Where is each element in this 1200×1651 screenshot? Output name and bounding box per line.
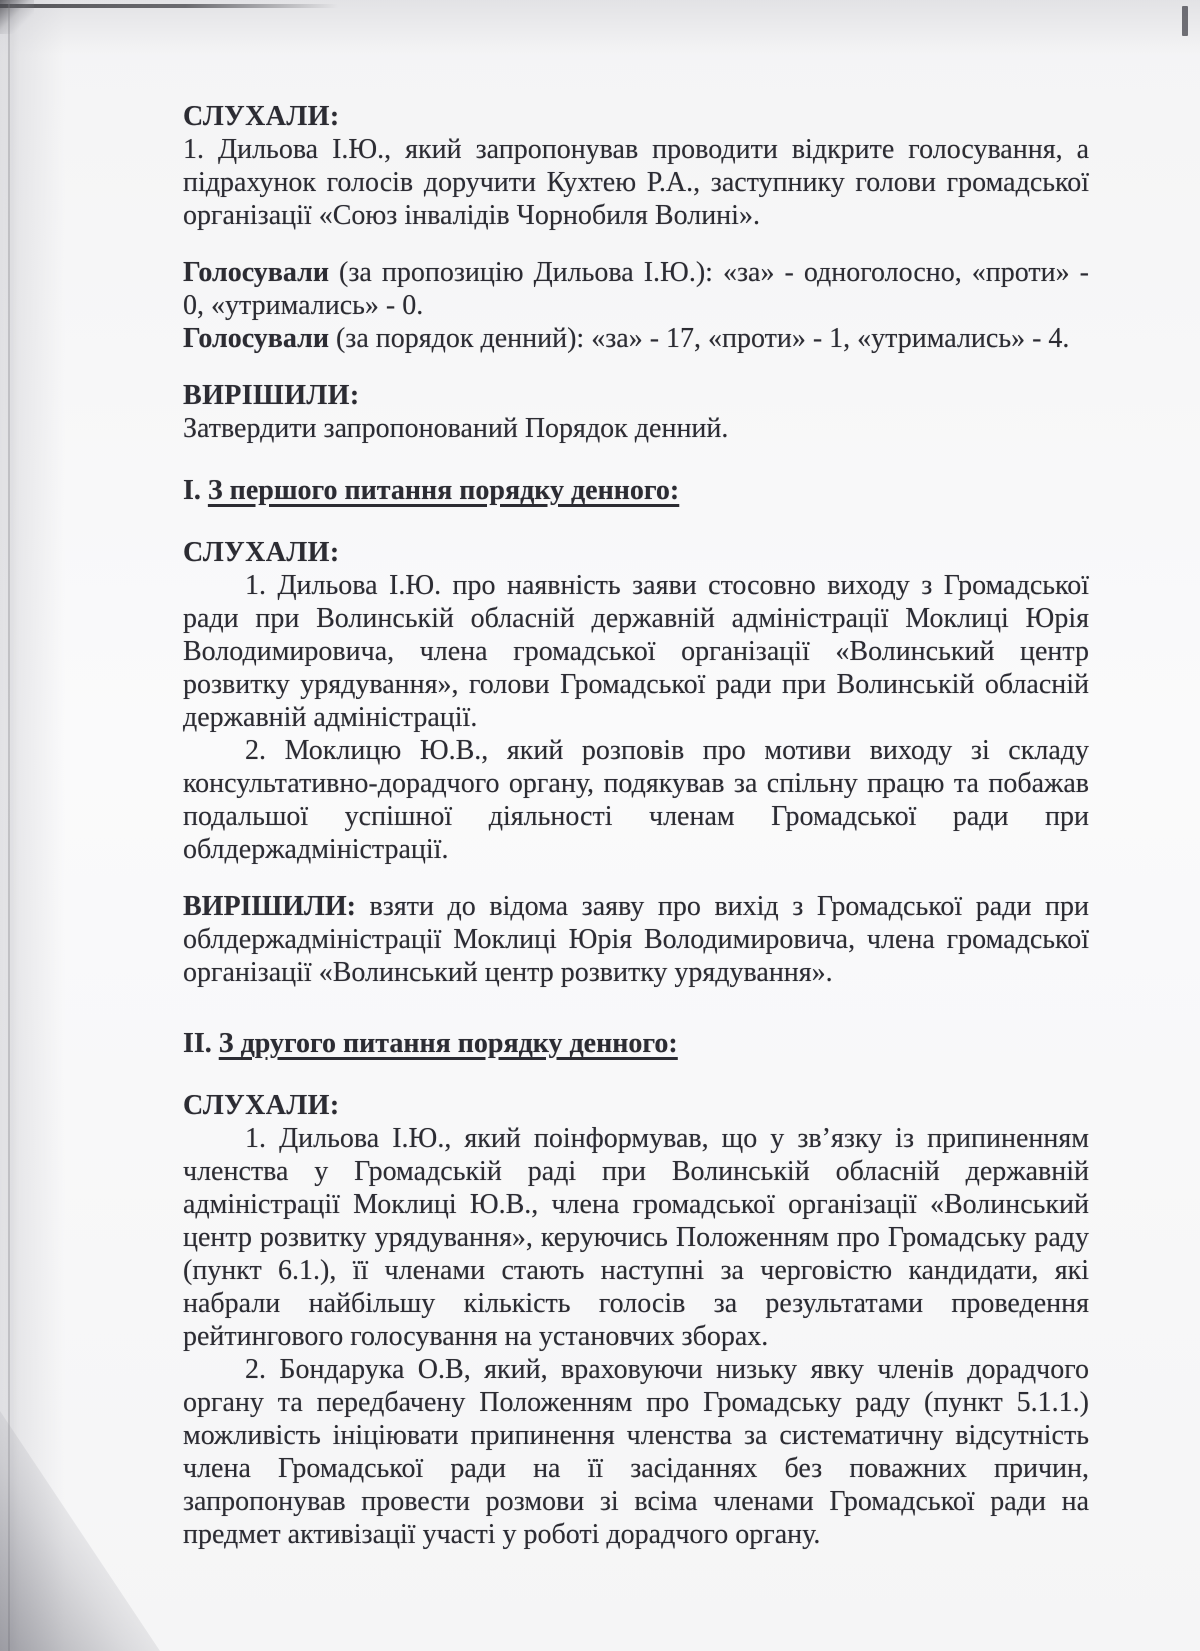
scan-edge-top-line bbox=[0, 4, 338, 8]
section-title: З другого питання порядку денного: bbox=[218, 1028, 678, 1059]
scan-edge-left-line bbox=[8, 0, 10, 1651]
paragraph-proposal: 1. Дильова І.Ю., який запропонував проводити відкрите голосування, а підрахунок голосів доручити Кухтею Р.А., заступнику голови громадської організації «Союз інвалідів Чорнобиля Волині». bbox=[183, 134, 1089, 231]
section-number: ІІ. bbox=[183, 1028, 212, 1059]
vote-label: Голосували bbox=[183, 257, 329, 288]
resolved-label: ВИРІШИЛИ: bbox=[183, 891, 356, 922]
vote-text: (за порядок денний): «за» - 17, «проти» - 1, «утримались» - 4. bbox=[328, 323, 1070, 354]
resolution-text: взяти до відома заяву про вихід з Громадської ради при облдержадміністрації Моклиці Юрія Володимировича, члена громадської організації «Волинський центр розвитку урядування». bbox=[183, 891, 1089, 988]
resolved-heading: ВИРІШИЛИ: bbox=[183, 380, 360, 411]
heard-heading: СЛУХАЛИ: bbox=[183, 1090, 340, 1121]
vote-text: (за пропозицію Дильова І.Ю.): «за» - одноголосно, «проти» - 0, «утримались» - 0. bbox=[183, 257, 1089, 321]
paragraph-speaker-1: 1. Дильова І.Ю., який поінформував, що у зв’язку із припиненням членства у Громадській раді при Волинській обласній державній адміністрації Моклиці Ю.В., члена громадської організації «Волинський центр розвитку урядування», керуючись Положенням про Громадську раду (пункт 6.1.), її членами стають наступні за черговістю кандидати, які набрали найбільшу кількість голосів за результатами проведення рейтингового голосування на установчих зборах. bbox=[183, 1123, 1089, 1352]
vote-result-line-2 bbox=[183, 322, 1089, 355]
paragraph-speaker-2: 2. Моклицю Ю.В., який розповів про мотиви виходу зі складу консультативно-дорадчого органу, подякував за спільну працю та побажав подальшої успішної діяльності членам Громадської ради при облдержадміністрації. bbox=[183, 735, 1089, 865]
vote-result-line-1 bbox=[183, 256, 1089, 322]
paragraph-resolution bbox=[183, 890, 1089, 989]
heard-heading: СЛУХАЛИ: bbox=[183, 101, 340, 132]
scan-corner-top-left bbox=[0, 0, 34, 34]
document-body bbox=[183, 100, 1089, 1551]
scan-corner-shadow-bottom-left bbox=[0, 1411, 160, 1651]
section-title: З першого питання порядку денного: bbox=[207, 475, 680, 506]
paragraph-speaker-1: 1. Дильова І.Ю. про наявність заяви стосовно виходу з Громадської ради при Волинській обласній державній адміністрації Моклиці Юрія Володимировича, члена громадської організації «Волинський центр розвитку урядування», голови Громадської ради при Волинській обласній державній адміністрації. bbox=[183, 570, 1089, 733]
section-number: І. bbox=[183, 475, 201, 506]
scan-mark-top-right bbox=[1182, 6, 1188, 36]
section-heading-2 bbox=[183, 1027, 1089, 1060]
paragraph-resolution: Затвердити запропонований Порядок денний. bbox=[183, 413, 729, 444]
paragraph-speaker-2: 2. Бондарука О.В, який, враховуючи низьку явку членів дорадчого органу та передбачену Положенням про Громадську раду (пункт 5.1.1.) можливість ініціювати припинення членства за систематичну відсутність члена Громадської ради на її засіданнях без поважних причин, запропонував провести розмови зі всіма членами Громадської ради на предмет активізації участі у роботі дорадчого органу. bbox=[183, 1354, 1089, 1550]
section-heading-1 bbox=[183, 474, 1089, 507]
heard-heading: СЛУХАЛИ: bbox=[183, 537, 340, 568]
vote-label: Голосували bbox=[183, 323, 329, 354]
